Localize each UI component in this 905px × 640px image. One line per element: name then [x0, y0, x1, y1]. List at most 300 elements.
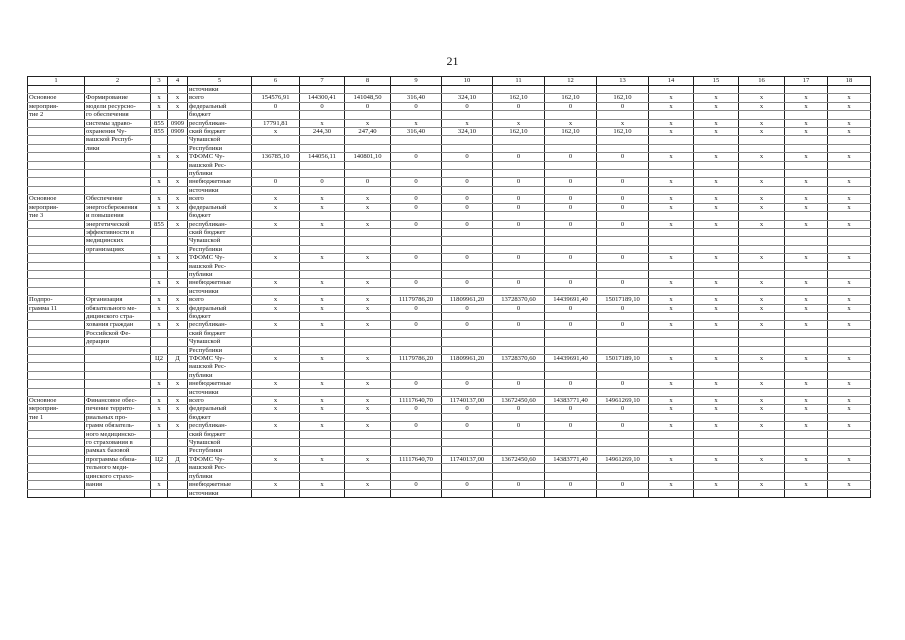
table-cell [391, 136, 442, 144]
table-cell [252, 312, 300, 320]
table-cell: х [300, 422, 345, 430]
table-row [28, 430, 871, 438]
table-cell [739, 245, 785, 253]
table-cell: бюджет [188, 212, 252, 220]
table-cell [785, 170, 828, 178]
table-cell [168, 388, 188, 396]
table-cell [739, 237, 785, 245]
table-cell [739, 212, 785, 220]
table-cell: Чувашской [188, 136, 252, 144]
table-cell [828, 388, 871, 396]
table-cell [28, 380, 85, 388]
table-row [28, 170, 871, 178]
table-cell [828, 86, 871, 94]
table-cell: х [828, 94, 871, 102]
table-cell [694, 447, 739, 455]
table-cell: 0 [391, 304, 442, 312]
table-cell [828, 371, 871, 379]
table-cell [694, 86, 739, 94]
table-cell [168, 170, 188, 178]
table-row [28, 212, 871, 220]
table-cell [168, 237, 188, 245]
table-cell [694, 136, 739, 144]
table-cell: х [345, 380, 391, 388]
table-cell [545, 439, 597, 447]
table-cell [391, 228, 442, 236]
table-row [28, 195, 871, 203]
table-cell: 0 [493, 321, 545, 329]
table-cell [739, 329, 785, 337]
table-row [28, 220, 871, 228]
table-cell: федеральный [188, 102, 252, 110]
table-cell: вашской Рес- [188, 161, 252, 169]
table-cell: 855 [151, 119, 168, 127]
table-cell: х [785, 355, 828, 363]
table-cell: 13728370,60 [493, 355, 545, 363]
column-number: 6 [252, 77, 300, 86]
table-cell: 14961269,10 [597, 455, 649, 463]
table-cell: 0 [391, 178, 442, 186]
table-cell: 316,40 [391, 94, 442, 102]
table-cell [151, 329, 168, 337]
table-cell: публики [188, 270, 252, 278]
table-cell [694, 413, 739, 421]
table-cell [694, 388, 739, 396]
table-cell [300, 144, 345, 152]
column-number: 13 [597, 77, 649, 86]
table-cell [649, 447, 694, 455]
table-cell [785, 161, 828, 169]
table-cell: 0 [391, 195, 442, 203]
table-cell [391, 371, 442, 379]
table-cell: 15017189,10 [597, 296, 649, 304]
table-cell: х [300, 481, 345, 489]
table-cell: х [694, 296, 739, 304]
table-cell: х [694, 128, 739, 136]
table-cell: 11179786,20 [391, 296, 442, 304]
table-cell [694, 237, 739, 245]
table-cell: федеральный [188, 304, 252, 312]
table-cell [252, 371, 300, 379]
table-cell [345, 262, 391, 270]
table-cell [493, 212, 545, 220]
table-cell: х [168, 296, 188, 304]
table-cell: х [828, 321, 871, 329]
table-cell: 162,10 [545, 94, 597, 102]
table-cell: х [649, 128, 694, 136]
table-cell [785, 447, 828, 455]
table-cell [391, 270, 442, 278]
table-cell [28, 388, 85, 396]
table-cell [345, 136, 391, 144]
table-cell: х [785, 178, 828, 186]
table-cell [168, 413, 188, 421]
table-cell: х [252, 481, 300, 489]
table-cell [391, 447, 442, 455]
table-cell [28, 464, 85, 472]
table-cell [785, 464, 828, 472]
table-cell: 0 [545, 178, 597, 186]
table-cell [649, 212, 694, 220]
table-cell [151, 186, 168, 194]
table-cell: 0 [493, 304, 545, 312]
table-cell [739, 186, 785, 194]
table-cell [649, 413, 694, 421]
table-cell: х [345, 405, 391, 413]
table-cell: медицинских [85, 237, 151, 245]
table-cell: мероприя- [28, 405, 85, 413]
table-cell: 0 [493, 380, 545, 388]
table-cell: 0 [597, 279, 649, 287]
table-cell: ский бюджет [188, 128, 252, 136]
table-cell [151, 212, 168, 220]
table-cell [694, 186, 739, 194]
table-cell: х [785, 94, 828, 102]
table-cell [785, 312, 828, 320]
table-cell: федеральный [188, 203, 252, 211]
table-cell [28, 228, 85, 236]
table-cell [785, 237, 828, 245]
table-cell [597, 245, 649, 253]
table-cell: х [345, 279, 391, 287]
table-cell: х [739, 397, 785, 405]
column-number: 8 [345, 77, 391, 86]
table-cell [168, 489, 188, 497]
table-cell [828, 447, 871, 455]
table-cell: х [649, 380, 694, 388]
table-row [28, 94, 871, 102]
table-cell: дерации [85, 338, 151, 346]
table-cell: го страхования в [85, 439, 151, 447]
table-cell [391, 338, 442, 346]
table-cell: х [649, 119, 694, 127]
table-cell: источники [188, 86, 252, 94]
table-cell: х [828, 296, 871, 304]
table-cell: х [739, 94, 785, 102]
table-cell [28, 279, 85, 287]
table-cell [151, 371, 168, 379]
table-row [28, 422, 871, 430]
table-cell [300, 472, 345, 480]
table-cell [649, 287, 694, 295]
table-cell [597, 186, 649, 194]
table-cell [785, 430, 828, 438]
table-cell [649, 262, 694, 270]
table-cell [168, 287, 188, 295]
table-cell [828, 186, 871, 194]
table-cell [345, 447, 391, 455]
table-cell: х [785, 405, 828, 413]
table-cell: 0 [391, 405, 442, 413]
table-cell [442, 186, 493, 194]
table-cell [493, 237, 545, 245]
table-cell [597, 447, 649, 455]
table-cell: 0 [442, 380, 493, 388]
table-cell: 0 [442, 178, 493, 186]
table-cell [828, 144, 871, 152]
table-cell: х [694, 119, 739, 127]
table-cell: ТФОМС Чу- [188, 455, 252, 463]
table-cell [694, 161, 739, 169]
table-cell: х [345, 422, 391, 430]
table-cell [28, 262, 85, 270]
table-cell [828, 472, 871, 480]
table-cell [345, 371, 391, 379]
table-row [28, 464, 871, 472]
table-cell [28, 371, 85, 379]
table-cell: х [168, 102, 188, 110]
table-cell [391, 388, 442, 396]
table-cell: х [168, 178, 188, 186]
table-cell: х [828, 178, 871, 186]
table-cell: х [168, 195, 188, 203]
table-cell: 0 [391, 203, 442, 211]
table-cell: Формирование [85, 94, 151, 102]
table-cell: х [785, 254, 828, 262]
table-cell: х [828, 405, 871, 413]
table-cell [300, 212, 345, 220]
table-row [28, 355, 871, 363]
table-cell [151, 447, 168, 455]
table-row [28, 371, 871, 379]
table-cell: всего [188, 397, 252, 405]
table-cell: источники [188, 287, 252, 295]
table-cell [28, 270, 85, 278]
table-cell: х [252, 254, 300, 262]
table-cell [168, 346, 188, 354]
table-cell [151, 111, 168, 119]
table-cell [345, 464, 391, 472]
table-cell: х [828, 254, 871, 262]
table-cell: 140801,10 [345, 153, 391, 161]
table-cell [597, 464, 649, 472]
table-cell: х [694, 397, 739, 405]
table-cell [649, 111, 694, 119]
table-cell: х [151, 422, 168, 430]
table-cell [252, 144, 300, 152]
table-cell: х [168, 397, 188, 405]
table-cell [694, 170, 739, 178]
table-cell [28, 329, 85, 337]
table-cell: и повышения [85, 212, 151, 220]
column-number: 10 [442, 77, 493, 86]
table-cell [545, 262, 597, 270]
table-cell [442, 270, 493, 278]
table-cell [252, 329, 300, 337]
table-cell [493, 111, 545, 119]
table-cell: цинского страхо- [85, 472, 151, 480]
table-cell [168, 136, 188, 144]
table-cell [649, 245, 694, 253]
table-cell [168, 212, 188, 220]
table-cell [694, 363, 739, 371]
table-cell: х [300, 405, 345, 413]
table-cell: Основное [28, 397, 85, 405]
table-cell: 0 [597, 405, 649, 413]
page-number: 21 [446, 54, 459, 68]
table-cell [391, 170, 442, 178]
table-cell: Республики [188, 245, 252, 253]
table-cell [345, 245, 391, 253]
table-cell: вашской Рес- [188, 464, 252, 472]
table-cell: х [649, 102, 694, 110]
table-cell [28, 338, 85, 346]
table-cell: дицинского стра- [85, 312, 151, 320]
table-cell [300, 430, 345, 438]
table-cell [300, 439, 345, 447]
table-cell: 15017189,10 [597, 355, 649, 363]
table-cell [28, 178, 85, 186]
table-cell [442, 363, 493, 371]
table-cell: х [739, 321, 785, 329]
table-cell: 13672450,60 [493, 455, 545, 463]
table-cell: х [649, 203, 694, 211]
table-cell [391, 245, 442, 253]
table-row [28, 203, 871, 211]
table-cell [545, 111, 597, 119]
table-cell [493, 136, 545, 144]
table-cell [597, 170, 649, 178]
table-cell [597, 338, 649, 346]
table-cell: 0 [442, 481, 493, 489]
table-row [28, 481, 871, 489]
table-cell: х [739, 119, 785, 127]
table-cell: 316,40 [391, 128, 442, 136]
header-row [28, 77, 871, 86]
table-cell: Чувашской [188, 439, 252, 447]
table-row [28, 111, 871, 119]
table-cell [252, 413, 300, 421]
table-cell: 0 [493, 279, 545, 287]
table-cell: х [151, 397, 168, 405]
table-cell: х [785, 397, 828, 405]
table-cell [597, 144, 649, 152]
table-cell [28, 161, 85, 169]
table-cell: республикан- [188, 220, 252, 228]
table-cell: 0 [442, 279, 493, 287]
table-cell [694, 144, 739, 152]
table-cell: х [739, 455, 785, 463]
table-cell [828, 346, 871, 354]
table-cell [545, 136, 597, 144]
table-cell [151, 413, 168, 421]
table-row [28, 86, 871, 94]
table-cell: 0 [597, 203, 649, 211]
table-cell [391, 262, 442, 270]
table-cell [828, 363, 871, 371]
table-cell [442, 346, 493, 354]
table-cell [442, 136, 493, 144]
table-cell [252, 86, 300, 94]
table-cell [85, 388, 151, 396]
table-row [28, 472, 871, 480]
table-cell: х [345, 397, 391, 405]
table-cell [739, 371, 785, 379]
table-cell: 0 [345, 102, 391, 110]
table-cell: 0 [252, 102, 300, 110]
table-cell [151, 439, 168, 447]
table-cell [493, 262, 545, 270]
table-cell [785, 489, 828, 497]
table-cell [597, 371, 649, 379]
table-cell [300, 111, 345, 119]
table-cell: 14383771,40 [545, 397, 597, 405]
table-cell [828, 245, 871, 253]
table-cell [739, 447, 785, 455]
table-cell: х [252, 380, 300, 388]
table-cell: х [168, 203, 188, 211]
table-cell: 0 [391, 380, 442, 388]
table-cell [391, 363, 442, 371]
table-cell [694, 212, 739, 220]
table-cell [300, 489, 345, 497]
table-cell: всего [188, 296, 252, 304]
table-cell [694, 464, 739, 472]
table-cell [597, 346, 649, 354]
table-cell: х [828, 102, 871, 110]
column-number: 9 [391, 77, 442, 86]
table-cell [785, 439, 828, 447]
table-cell: Д [168, 355, 188, 363]
table-cell [597, 489, 649, 497]
table-cell [300, 287, 345, 295]
table-cell [649, 472, 694, 480]
table-cell [391, 144, 442, 152]
table-cell [300, 237, 345, 245]
table-cell [168, 447, 188, 455]
table-cell [493, 430, 545, 438]
table-cell: х [649, 355, 694, 363]
table-cell: 0 [391, 153, 442, 161]
table-cell [345, 287, 391, 295]
column-number: 15 [694, 77, 739, 86]
table-cell [85, 346, 151, 354]
table-cell [442, 144, 493, 152]
table-cell [391, 413, 442, 421]
table-cell [345, 228, 391, 236]
table-cell: системы здраво- [85, 119, 151, 127]
table-cell [28, 489, 85, 497]
table-cell: х [739, 254, 785, 262]
table-cell [694, 430, 739, 438]
table-cell [597, 388, 649, 396]
table-cell: 13728370,60 [493, 296, 545, 304]
table-cell [151, 363, 168, 371]
table-cell: х [252, 296, 300, 304]
table-cell [739, 136, 785, 144]
table-cell: 0 [493, 153, 545, 161]
table-cell [442, 245, 493, 253]
table-cell: х [694, 304, 739, 312]
table-cell [785, 371, 828, 379]
table-cell [493, 186, 545, 194]
table-cell: республикан- [188, 119, 252, 127]
table-cell: х [649, 254, 694, 262]
table-cell: 17791,81 [252, 119, 300, 127]
table-cell: х [300, 254, 345, 262]
table-cell [828, 170, 871, 178]
table-cell [442, 464, 493, 472]
table-cell [391, 346, 442, 354]
table-cell: 0 [545, 481, 597, 489]
table-cell: х [252, 304, 300, 312]
table-cell: х [694, 481, 739, 489]
table-cell: вашской Рес- [188, 363, 252, 371]
table-cell: ТФОМС Чу- [188, 153, 252, 161]
table-cell [545, 413, 597, 421]
table-cell [785, 329, 828, 337]
table-cell: 0 [545, 279, 597, 287]
